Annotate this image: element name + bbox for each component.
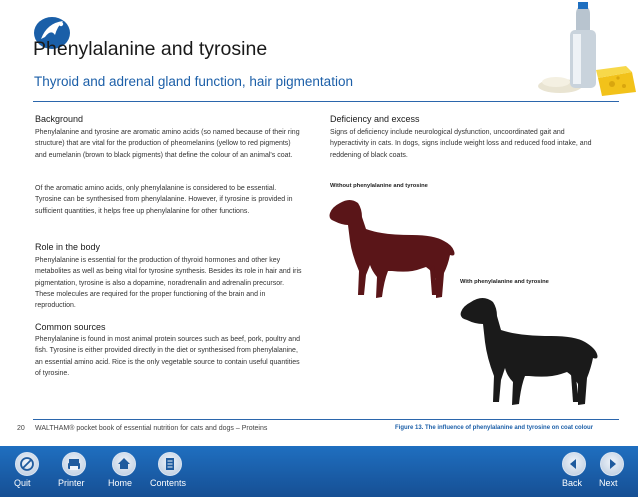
home-button[interactable]: [104, 446, 144, 497]
navigation-bar: [0, 446, 638, 497]
food-illustration-icon: [520, 0, 638, 100]
header-divider: [33, 101, 619, 102]
printer-label: Printer: [58, 478, 85, 488]
figure-caption: Figure 13. The influence of phenylalanine and tyrosine on coat colour: [395, 425, 594, 431]
red-labrador-image: [322, 195, 462, 305]
role-heading: Role in the body: [35, 242, 101, 252]
home-label: Home: [108, 478, 133, 488]
home-icon: [112, 452, 136, 476]
quit-button[interactable]: [6, 446, 46, 497]
deficiency-paragraph: Signs of deficiency include neurological dysfunction, uncoordinated gait and hyperactivity in cats. In dogs, signs include weight loss and reduced food intake, and reddening of black coats.: [330, 129, 592, 159]
next-arrow-icon: [600, 452, 624, 476]
contents-label: Contents: [150, 478, 187, 488]
contents-icon: [158, 452, 182, 476]
background-heading: Background: [35, 114, 84, 124]
footer-divider: [33, 419, 619, 420]
book-title: WALTHAM® pocket book of essential nutrition for cats and dogs – Proteins: [35, 425, 268, 432]
page-title: Phenylalanine and tyrosine: [33, 38, 268, 60]
back-arrow-icon: [562, 452, 586, 476]
printer-icon: [62, 452, 86, 476]
quit-label: Quit: [14, 478, 31, 488]
quit-icon: [15, 452, 39, 476]
deficiency-heading: Deficiency and excess: [330, 114, 420, 124]
sources-paragraph: Phenylalanine is found in most animal protein sources such as beef, pork, poultry and fish. Tyrosine is either provided directly in the diet or synthesised from phenylalanine, an essential amino acid. Rice is the only vegetable source to contain useful quantities of tyrosine.: [35, 336, 300, 377]
sources-heading: Common sources: [35, 322, 106, 332]
back-button[interactable]: [556, 446, 592, 497]
page-subtitle: Thyroid and adrenal gland function, hair pigmentation: [34, 74, 353, 89]
next-button[interactable]: [594, 446, 630, 497]
page-number: 20: [17, 425, 25, 432]
back-label: Back: [562, 478, 583, 488]
black-labrador-image: [455, 292, 605, 412]
background-paragraph-2: Of the aromatic amino acids, only phenylalanine is considered to be essential. Tyrosine can be synthesised from phenylalanine. However, if tyrosine is provided in sufficient quantities, it helps free up phenylalanine for other functions.: [35, 185, 293, 215]
role-paragraph: Phenylalanine is essential for the production of thyroid hormones and other key metabolites as well as being vital for tyrosine synthesis. Besides its role in hair and iris pigmentation, tyrosine is also a dopamine, noradrenalin and adrenalin precursor. These molecules are required for the proper functioning of the brain and in reproduction.: [35, 257, 302, 310]
printer-button[interactable]: [54, 446, 98, 497]
next-label: Next: [599, 478, 618, 488]
contents-button[interactable]: [148, 446, 198, 497]
caption-with: With phenylalanine and tyrosine: [460, 279, 549, 285]
background-paragraph-1: Phenylalanine and tyrosine are aromatic amino acids (so named because of their ring structure) that are vital for the production of pheomelanins (yellow to red pigments) and eumelanin (brown to black pigments) that define the colour of an animal's coat.: [35, 129, 300, 159]
caption-without: Without phenylalanine and tyrosine: [330, 183, 428, 189]
